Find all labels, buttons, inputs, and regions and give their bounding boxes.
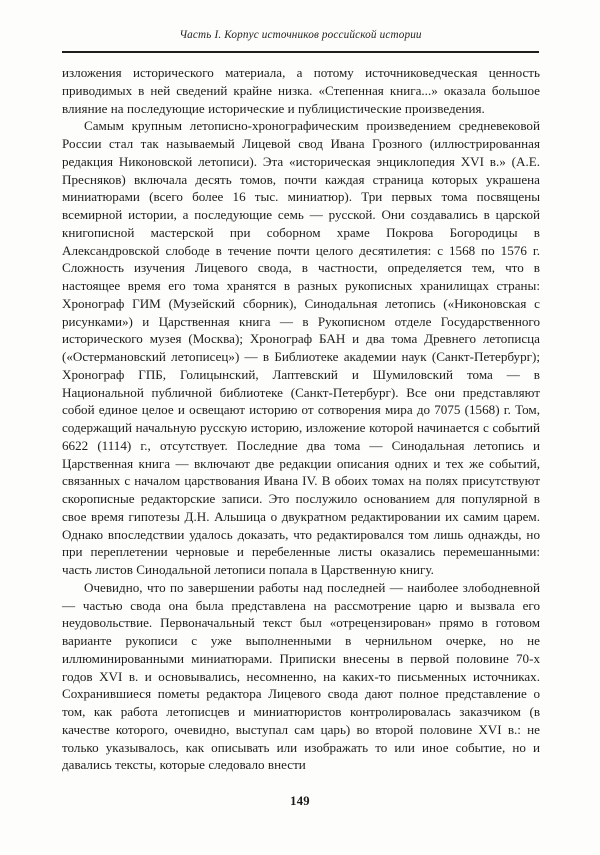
header-divider-rule [62, 51, 539, 53]
paragraph-tsarstvennaya-kniga: Очевидно, что по завершении работы над последней — наиболее злободневной — частью свода она была представлена на рассмотрение царю и вызвала его неудовольствие. Первоначальный текст был «отрецензирован» прямо в готовом варианте рукописи с уже выполненными в чернильном очерке, но не иллюминированными миниатюрами. Приписки внесены в первой половине 70-х годов XVI в. и основывались, несомненно, на каких-то письменных источниках. Сохранившиеся пометы редактора Лицевого свода дают полное представление о том, как работа летописцев и миниатюристов контролировалась заказчиком (в качестве которого, очевидно, выступал сам царь) во второй половине XVI в.: не только указывалось, как описывать или изображать то или иное событие, но и давались тексты, которые следовало внести [62, 579, 540, 773]
body-text-column [62, 64, 540, 774]
page-number: 149 [290, 794, 310, 808]
running-head: Часть I. Корпус источников российской истории [179, 29, 422, 41]
paragraph-litsevoy-svod: Самым крупным летописно-хронографическим произведением средневековой России стал так называемый Лицевой свод Ивана Грозного (иллюстрированная редакция Никоновской летописи). Эта «историческая энциклопедия XVI в.» (А.Е. Пресняков) включала десять томов, почти каждая страница которых украшена миниатюрами (всего более 16 тыс. миниатюр). Три первых тома посвящены всемирной истории, а последующие семь — русской. Они создавались в царской книгописной мастерской при соборном храме Покрова Богородицы в Александровской слободе в течение почти целого десятилетия: с 1568 по 1576 г. Сложность изучения Лицевого свода, в частности, определяется тем, что в настоящее время его тома хранятся в разных рукописных хранилищах страны: Хронограф ГИМ (Музейский сборник), Синодальная летопись («Никоновская с рисунками») и Царственная книга — в Рукописном отделе Государственного исторического музея (Москва); Хронограф БАН и два тома Древнего летописца («Остермановский летописец») — в Библиотеке академии наук (Санкт-Петербург); Хронограф ГПБ, Голицынский, Лаптевский и Шумиловский тома — в Национальной публичной библиотеке (Санкт-Петербург). Все они представляют собой единое целое и освещают историю от сотворения мира до 7075 (1568) г. Том, содержащий начальную русскую историю, изложение которой начинается с событий 6622 (1114) г., отсутствует. Последние два тома — Синодальная летопись и Царственная книга — включают две редакции описания одних и тех же событий, связанных с началом царствования Ивана IV. В обоих томах на полях присутствуют скорописные редакторские записи. Это послужило основанием для популярной в свое время гипотезы Д.Н. Альшица о двукратном редактировании их самим царем. Однако впоследствии удалось доказать, что редактировался том лишь однажды, но при переплетении черновые и перебеленные листы оказались перемешанными: часть листов Синодальной летописи попала в Царственную книгу. [62, 118, 540, 577]
paragraph-continuation: изложения исторического материала, а потому источниковедческая ценность приводимых в ней сведений крайне низка. «Степенная книга...» оказала большое влияние на последующие исторические и публицистические произведения. [62, 65, 540, 116]
